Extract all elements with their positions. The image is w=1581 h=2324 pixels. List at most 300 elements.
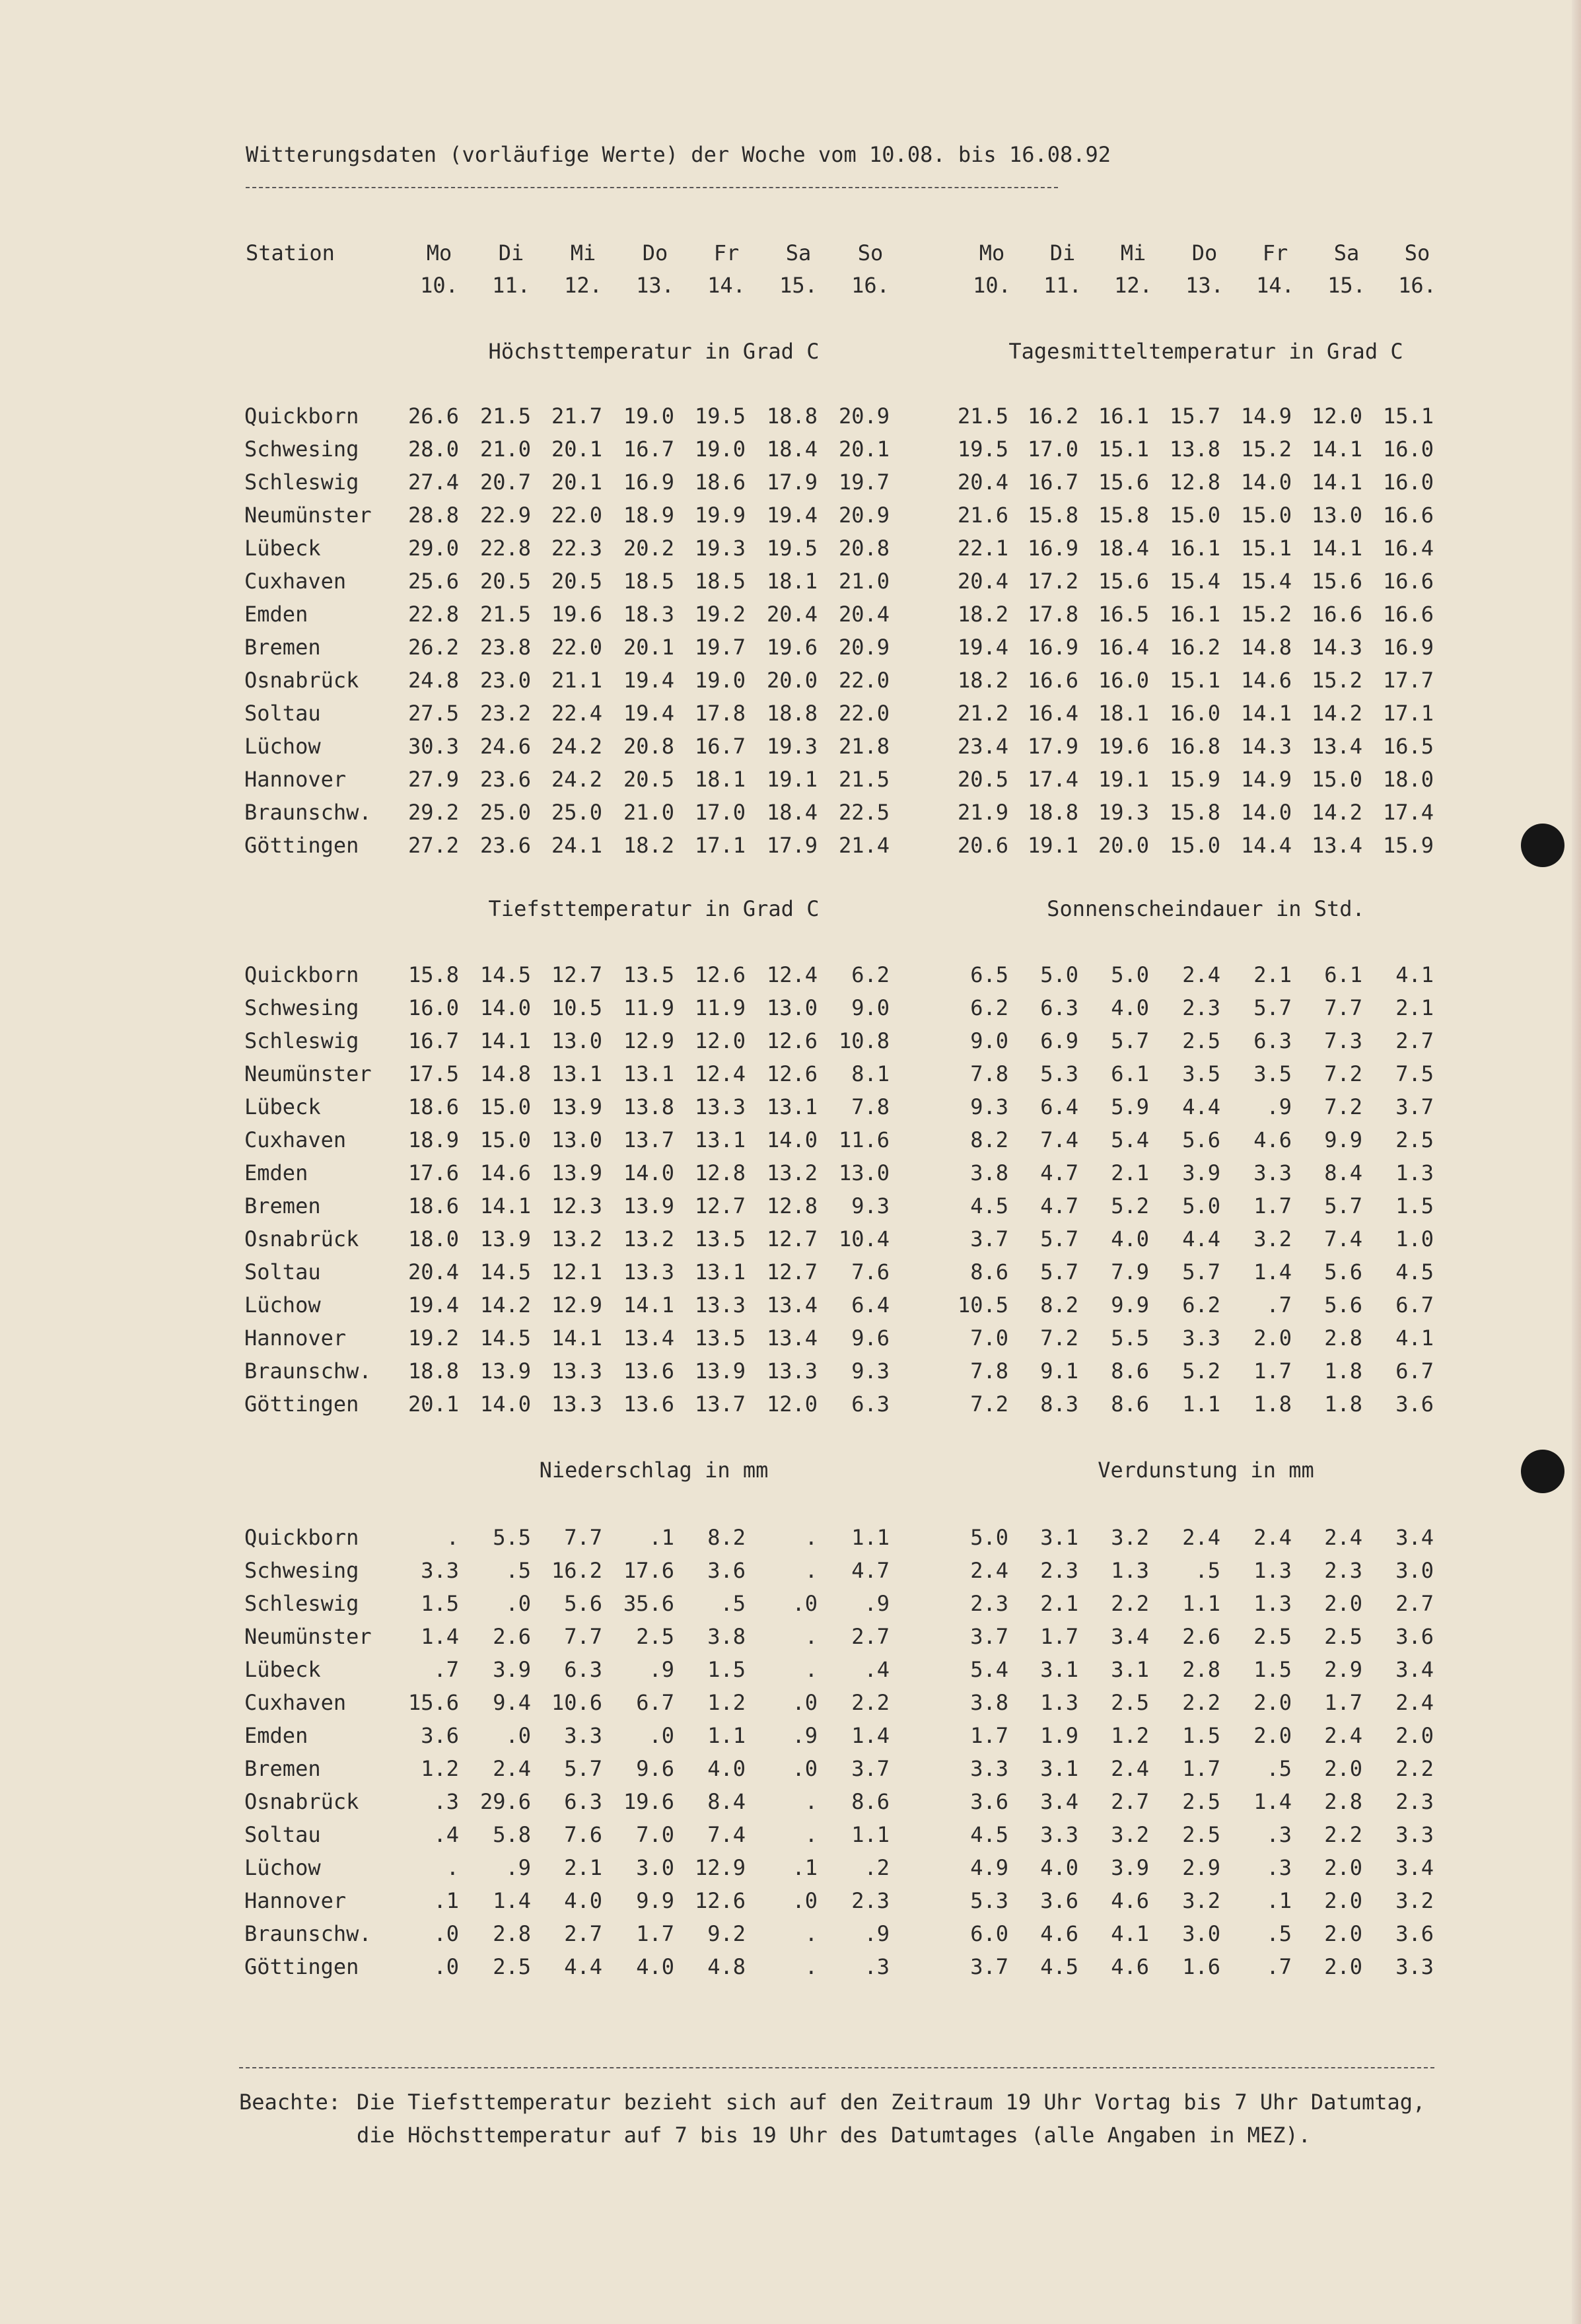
value-cell: 20.4 — [957, 470, 1008, 495]
value-cell: 15.0 — [1311, 767, 1362, 792]
value-cell: 2.3 — [1040, 1558, 1078, 1583]
station-name: Osnabrück — [244, 1226, 359, 1251]
value-cell: 1.3 — [1040, 1690, 1078, 1715]
value-cell: 3.9 — [1111, 1855, 1149, 1880]
value-cell: 13.0 — [1311, 503, 1362, 528]
value-cell: 13.8 — [1169, 437, 1220, 462]
value-cell: 10.5 — [551, 995, 602, 1020]
value-cell: 2.5 — [1395, 1127, 1434, 1152]
value-cell: 13.1 — [694, 1127, 746, 1152]
value-cell: 2.5 — [493, 1954, 531, 1979]
value-cell: 16.2 — [1169, 635, 1220, 660]
value-cell: 5.7 — [1182, 1259, 1220, 1285]
value-cell: 5.7 — [1040, 1259, 1078, 1285]
value-cell: 13.9 — [551, 1094, 602, 1119]
value-cell: 5.6 — [564, 1591, 602, 1616]
value-cell: 18.8 — [766, 701, 818, 726]
value-cell: 5.0 — [1182, 1193, 1220, 1218]
value-cell: 3.0 — [1182, 1921, 1220, 1946]
value-cell: 3.3 — [564, 1723, 602, 1748]
value-cell: . — [446, 1525, 459, 1550]
date-label: 13. — [1185, 273, 1224, 298]
station-name: Soltau — [244, 1822, 321, 1847]
value-cell: 2.3 — [1324, 1558, 1362, 1583]
value-cell: 16.2 — [551, 1558, 602, 1583]
value-cell: 13.0 — [551, 1028, 602, 1053]
value-cell: . — [804, 1657, 818, 1682]
value-cell: 19.1 — [1098, 767, 1149, 792]
value-cell: 19.6 — [551, 602, 602, 627]
station-name: Braunschw. — [244, 800, 372, 825]
value-cell: 19.1 — [1027, 833, 1078, 858]
value-cell: 14.0 — [1240, 800, 1292, 825]
value-cell: 24.2 — [551, 734, 602, 759]
value-cell: 14.1 — [551, 1325, 602, 1351]
value-cell: 17.5 — [407, 1061, 459, 1086]
value-cell: 24.2 — [551, 767, 602, 792]
value-cell: 13.2 — [623, 1226, 674, 1251]
value-cell: 3.8 — [970, 1160, 1008, 1185]
value-cell: 16.7 — [1027, 470, 1078, 495]
value-cell: 2.1 — [564, 1855, 602, 1880]
value-cell: 2.3 — [1395, 1789, 1434, 1814]
value-cell: 6.3 — [564, 1789, 602, 1814]
value-cell: 18.5 — [623, 569, 674, 594]
value-cell: 4.6 — [1253, 1127, 1292, 1152]
value-cell: 13.7 — [623, 1127, 674, 1152]
value-cell: 20.4 — [957, 569, 1008, 594]
value-cell: 18.8 — [766, 404, 818, 429]
value-cell: 4.8 — [707, 1954, 746, 1979]
value-cell: 13.2 — [766, 1160, 818, 1185]
value-cell: 3.6 — [970, 1789, 1008, 1814]
value-cell: 1.5 — [1182, 1723, 1220, 1748]
value-cell: 2.9 — [1324, 1657, 1362, 1682]
value-cell: 6.3 — [1040, 995, 1078, 1020]
value-cell: 6.0 — [970, 1921, 1008, 1946]
section-title: Verdunstung in mm — [1098, 1458, 1314, 1483]
value-cell: 29.0 — [407, 536, 459, 561]
value-cell: .9 — [792, 1723, 818, 1748]
value-cell: 22.0 — [838, 701, 890, 726]
value-cell: 2.3 — [851, 1888, 890, 1913]
value-cell: 1.1 — [851, 1525, 890, 1550]
station-name: Cuxhaven — [244, 1690, 347, 1715]
date-label: 14. — [707, 273, 746, 298]
value-cell: 2.0 — [1253, 1723, 1292, 1748]
value-cell: 5.6 — [1324, 1259, 1362, 1285]
value-cell: .5 — [1266, 1921, 1292, 1946]
value-cell: 15.0 — [1240, 503, 1292, 528]
value-cell: 18.2 — [623, 833, 674, 858]
value-cell: 14.9 — [1240, 404, 1292, 429]
value-cell: 3.5 — [1253, 1061, 1292, 1086]
value-cell: 13.0 — [766, 995, 818, 1020]
value-cell: 3.6 — [1395, 1624, 1434, 1649]
title-underline — [246, 187, 1058, 188]
value-cell: 7.7 — [1324, 995, 1362, 1020]
value-cell: 28.8 — [407, 503, 459, 528]
value-cell: 1.8 — [1324, 1358, 1362, 1384]
value-cell: 3.7 — [970, 1226, 1008, 1251]
value-cell: 14.2 — [1311, 701, 1362, 726]
value-cell: 19.9 — [694, 503, 746, 528]
value-cell: 27.9 — [407, 767, 459, 792]
value-cell: 22.1 — [957, 536, 1008, 561]
value-cell: 7.6 — [564, 1822, 602, 1847]
value-cell: 24.8 — [407, 668, 459, 693]
value-cell: 6.4 — [851, 1292, 890, 1318]
station-name: Quickborn — [244, 962, 359, 987]
value-cell: 20.1 — [551, 437, 602, 462]
value-cell: 4.6 — [1111, 1888, 1149, 1913]
value-cell: 16.9 — [1027, 635, 1078, 660]
value-cell: 1.4 — [421, 1624, 459, 1649]
value-cell: .0 — [792, 1591, 818, 1616]
value-cell: .9 — [864, 1921, 890, 1946]
value-cell: 9.3 — [970, 1094, 1008, 1119]
value-cell: 35.6 — [623, 1591, 674, 1616]
value-cell: 1.9 — [1040, 1723, 1078, 1748]
value-cell: 12.6 — [694, 1888, 746, 1913]
value-cell: 2.0 — [1395, 1723, 1434, 1748]
value-cell: 16.0 — [1169, 701, 1220, 726]
value-cell: 16.0 — [1382, 470, 1434, 495]
value-cell: 12.4 — [694, 1061, 746, 1086]
station-name: Emden — [244, 1723, 308, 1748]
value-cell: 15.8 — [1169, 800, 1220, 825]
value-cell: 18.6 — [407, 1094, 459, 1119]
value-cell: 2.4 — [1182, 1525, 1220, 1550]
value-cell: 14.1 — [1240, 701, 1292, 726]
value-cell: 1.8 — [1324, 1391, 1362, 1417]
value-cell: 3.3 — [1395, 1822, 1434, 1847]
value-cell: 13.9 — [623, 1193, 674, 1218]
value-cell: 3.4 — [1395, 1525, 1434, 1550]
value-cell: 18.9 — [407, 1127, 459, 1152]
value-cell: 12.0 — [694, 1028, 746, 1053]
value-cell: 18.1 — [766, 569, 818, 594]
value-cell: 28.0 — [407, 437, 459, 462]
station-name: Schleswig — [244, 1591, 359, 1616]
value-cell: 10.4 — [838, 1226, 890, 1251]
day-label: Di — [1049, 240, 1076, 265]
value-cell: 20.2 — [623, 536, 674, 561]
value-cell: 26.2 — [407, 635, 459, 660]
value-cell: 27.2 — [407, 833, 459, 858]
value-cell: 18.8 — [1027, 800, 1078, 825]
value-cell: 21.0 — [479, 437, 531, 462]
date-label: 15. — [1327, 273, 1366, 298]
value-cell: 2.1 — [1395, 995, 1434, 1020]
value-cell: 20.4 — [766, 602, 818, 627]
value-cell: 16.4 — [1098, 635, 1149, 660]
value-cell: 15.2 — [1240, 437, 1292, 462]
value-cell: 1.7 — [1253, 1193, 1292, 1218]
value-cell: 2.4 — [1324, 1525, 1362, 1550]
value-cell: 4.0 — [707, 1756, 746, 1781]
value-cell: 15.0 — [1169, 833, 1220, 858]
value-cell: 2.4 — [1395, 1690, 1434, 1715]
station-name: Braunschw. — [244, 1921, 372, 1946]
value-cell: 4.4 — [1182, 1094, 1220, 1119]
value-cell: 5.8 — [493, 1822, 531, 1847]
value-cell: 14.5 — [479, 1325, 531, 1351]
value-cell: . — [446, 1855, 459, 1880]
value-cell: 12.0 — [766, 1391, 818, 1417]
value-cell: 3.3 — [970, 1756, 1008, 1781]
value-cell: 6.3 — [851, 1391, 890, 1417]
station-name: Lübeck — [244, 1094, 321, 1119]
value-cell: 2.2 — [1111, 1591, 1149, 1616]
value-cell: 2.2 — [851, 1690, 890, 1715]
value-cell: 22.3 — [551, 536, 602, 561]
day-label: Sa — [785, 240, 812, 265]
value-cell: 4.7 — [851, 1558, 890, 1583]
value-cell: 7.7 — [564, 1624, 602, 1649]
value-cell: 25.0 — [551, 800, 602, 825]
value-cell: 16.6 — [1382, 602, 1434, 627]
section-title: Tagesmitteltemperatur in Grad C — [1008, 339, 1403, 364]
value-cell: 12.6 — [694, 962, 746, 987]
value-cell: 23.2 — [479, 701, 531, 726]
value-cell: 2.7 — [564, 1921, 602, 1946]
value-cell: 20.1 — [623, 635, 674, 660]
value-cell: 2.4 — [1253, 1525, 1292, 1550]
value-cell: 1.7 — [1182, 1756, 1220, 1781]
day-label: Do — [642, 240, 668, 265]
value-cell: 5.6 — [1324, 1292, 1362, 1318]
value-cell: 4.1 — [1111, 1921, 1149, 1946]
punch-hole — [1521, 1450, 1564, 1493]
value-cell: 2.9 — [1182, 1855, 1220, 1880]
value-cell: 20.5 — [551, 569, 602, 594]
value-cell: .1 — [792, 1855, 818, 1880]
punch-hole — [1521, 824, 1564, 867]
value-cell: 4.7 — [1040, 1193, 1078, 1218]
value-cell: 1.2 — [1111, 1723, 1149, 1748]
value-cell: 5.7 — [1324, 1193, 1362, 1218]
value-cell: 14.6 — [479, 1160, 531, 1185]
station-name: Bremen — [244, 1193, 321, 1218]
value-cell: 10.5 — [957, 1292, 1008, 1318]
value-cell: 20.9 — [838, 635, 890, 660]
date-label: 10. — [420, 273, 458, 298]
value-cell: 1.3 — [1253, 1558, 1292, 1583]
value-cell: 7.2 — [1324, 1094, 1362, 1119]
value-cell: 2.5 — [636, 1624, 674, 1649]
value-cell: 14.1 — [1311, 536, 1362, 561]
value-cell: 20.1 — [407, 1391, 459, 1417]
value-cell: 16.6 — [1027, 668, 1078, 693]
station-name: Schwesing — [244, 995, 359, 1020]
value-cell: 2.0 — [1253, 1690, 1292, 1715]
date-label: 16. — [1398, 273, 1436, 298]
value-cell: 22.0 — [551, 503, 602, 528]
value-cell: 11.9 — [694, 995, 746, 1020]
value-cell: 3.7 — [970, 1954, 1008, 1979]
station-name: Neumünster — [244, 503, 372, 528]
footer-note-line-1: Die Tiefsttemperatur bezieht sich auf den Zeitraum 19 Uhr Vortag bis 7 Uhr Datumtag, — [357, 2090, 1426, 2115]
value-cell: 15.4 — [1169, 569, 1220, 594]
value-cell: 19.6 — [1098, 734, 1149, 759]
value-cell: 14.1 — [479, 1193, 531, 1218]
value-cell: 8.4 — [1324, 1160, 1362, 1185]
value-cell: 16.4 — [1027, 701, 1078, 726]
station-column-header: Station — [246, 240, 335, 265]
value-cell: 13.4 — [1311, 833, 1362, 858]
value-cell: 10.8 — [838, 1028, 890, 1053]
value-cell: 6.7 — [636, 1690, 674, 1715]
value-cell: 19.5 — [694, 404, 746, 429]
value-cell: 5.4 — [1111, 1127, 1149, 1152]
value-cell: 21.5 — [957, 404, 1008, 429]
value-cell: 16.5 — [1382, 734, 1434, 759]
footer-note-line-2: die Höchsttemperatur auf 7 bis 19 Uhr des Datumtages (alle Angaben in MEZ). — [357, 2123, 1311, 2148]
value-cell: 16.6 — [1382, 503, 1434, 528]
value-cell: 14.9 — [1240, 767, 1292, 792]
value-cell: 1.3 — [1111, 1558, 1149, 1583]
value-cell: 20.8 — [623, 734, 674, 759]
value-cell: 16.0 — [1382, 437, 1434, 462]
value-cell: 4.6 — [1040, 1921, 1078, 1946]
value-cell: 15.0 — [1169, 503, 1220, 528]
value-cell: 14.1 — [1311, 470, 1362, 495]
value-cell: 17.2 — [1027, 569, 1078, 594]
value-cell: 20.5 — [479, 569, 531, 594]
value-cell: 1.0 — [1395, 1226, 1434, 1251]
value-cell: 23.6 — [479, 767, 531, 792]
value-cell: 5.3 — [1040, 1061, 1078, 1086]
value-cell: .9 — [649, 1657, 674, 1682]
value-cell: 11.6 — [838, 1127, 890, 1152]
value-cell: 14.3 — [1240, 734, 1292, 759]
value-cell: 19.5 — [766, 536, 818, 561]
value-cell: 12.7 — [766, 1259, 818, 1285]
value-cell: 8.6 — [1111, 1358, 1149, 1384]
value-cell: 20.6 — [957, 833, 1008, 858]
date-label: 12. — [564, 273, 602, 298]
value-cell: 24.6 — [479, 734, 531, 759]
value-cell: 17.4 — [1382, 800, 1434, 825]
value-cell: 9.6 — [851, 1325, 890, 1351]
value-cell: 7.7 — [564, 1525, 602, 1550]
value-cell: .0 — [649, 1723, 674, 1748]
value-cell: 1.7 — [1253, 1358, 1292, 1384]
value-cell: 17.6 — [623, 1558, 674, 1583]
value-cell: 7.5 — [1395, 1061, 1434, 1086]
value-cell: 27.4 — [407, 470, 459, 495]
value-cell: 12.1 — [551, 1259, 602, 1285]
value-cell: 11.9 — [623, 995, 674, 1020]
value-cell: 20.1 — [551, 470, 602, 495]
value-cell: 7.0 — [970, 1325, 1008, 1351]
value-cell: 14.8 — [1240, 635, 1292, 660]
value-cell: 6.9 — [1040, 1028, 1078, 1053]
value-cell: .0 — [792, 1888, 818, 1913]
value-cell: 4.0 — [1111, 1226, 1149, 1251]
value-cell: 14.4 — [1240, 833, 1292, 858]
value-cell: 13.3 — [694, 1292, 746, 1318]
value-cell: 15.0 — [479, 1127, 531, 1152]
day-label: So — [857, 240, 884, 265]
value-cell: 15.8 — [1027, 503, 1078, 528]
value-cell: 13.0 — [551, 1127, 602, 1152]
value-cell: 12.8 — [694, 1160, 746, 1185]
station-name: Hannover — [244, 1325, 347, 1351]
value-cell: 16.6 — [1311, 602, 1362, 627]
value-cell: 18.4 — [766, 800, 818, 825]
station-name: Göttingen — [244, 1954, 359, 1979]
value-cell: 16.9 — [623, 470, 674, 495]
value-cell: .1 — [433, 1888, 459, 1913]
value-cell: 18.1 — [1098, 701, 1149, 726]
value-cell: 7.4 — [1040, 1127, 1078, 1152]
value-cell: 2.8 — [493, 1921, 531, 1946]
value-cell: 3.1 — [1040, 1657, 1078, 1682]
value-cell: 17.7 — [1382, 668, 1434, 693]
date-label: 16. — [851, 273, 890, 298]
value-cell: 13.2 — [551, 1226, 602, 1251]
value-cell: 7.2 — [1324, 1061, 1362, 1086]
value-cell: 13.9 — [479, 1358, 531, 1384]
value-cell: 18.9 — [623, 503, 674, 528]
value-cell: 1.2 — [707, 1690, 746, 1715]
value-cell: 2.2 — [1324, 1822, 1362, 1847]
value-cell: .5 — [1195, 1558, 1220, 1583]
value-cell: 13.9 — [479, 1226, 531, 1251]
value-cell: 19.0 — [623, 404, 674, 429]
value-cell: 12.6 — [766, 1061, 818, 1086]
value-cell: 12.8 — [1169, 470, 1220, 495]
value-cell: 3.2 — [1111, 1525, 1149, 1550]
value-cell: 17.6 — [407, 1160, 459, 1185]
value-cell: 15.8 — [407, 962, 459, 987]
value-cell: 24.1 — [551, 833, 602, 858]
value-cell: 20.8 — [838, 536, 890, 561]
station-name: Lübeck — [244, 536, 321, 561]
day-label: Mo — [979, 240, 1005, 265]
value-cell: 14.1 — [479, 1028, 531, 1053]
value-cell: 2.2 — [1395, 1756, 1434, 1781]
value-cell: 3.7 — [970, 1624, 1008, 1649]
value-cell: 1.4 — [1253, 1789, 1292, 1814]
value-cell: 13.6 — [623, 1391, 674, 1417]
value-cell: 21.5 — [838, 767, 890, 792]
value-cell: 3.2 — [1111, 1822, 1149, 1847]
value-cell: 8.6 — [970, 1259, 1008, 1285]
value-cell: 14.3 — [1311, 635, 1362, 660]
value-cell: 9.6 — [636, 1756, 674, 1781]
value-cell: 2.0 — [1324, 1954, 1362, 1979]
value-cell: 2.0 — [1324, 1591, 1362, 1616]
value-cell: 16.2 — [1027, 404, 1078, 429]
value-cell: 14.1 — [623, 1292, 674, 1318]
value-cell: 12.8 — [766, 1193, 818, 1218]
value-cell: 17.1 — [1382, 701, 1434, 726]
value-cell: 18.6 — [694, 470, 746, 495]
value-cell: 5.0 — [1111, 962, 1149, 987]
value-cell: . — [804, 1921, 818, 1946]
value-cell: 5.4 — [970, 1657, 1008, 1682]
value-cell: 17.1 — [694, 833, 746, 858]
value-cell: 17.0 — [694, 800, 746, 825]
value-cell: 19.6 — [766, 635, 818, 660]
value-cell: 19.7 — [838, 470, 890, 495]
value-cell: 9.0 — [851, 995, 890, 1020]
value-cell: 14.0 — [1240, 470, 1292, 495]
value-cell: 19.1 — [766, 767, 818, 792]
